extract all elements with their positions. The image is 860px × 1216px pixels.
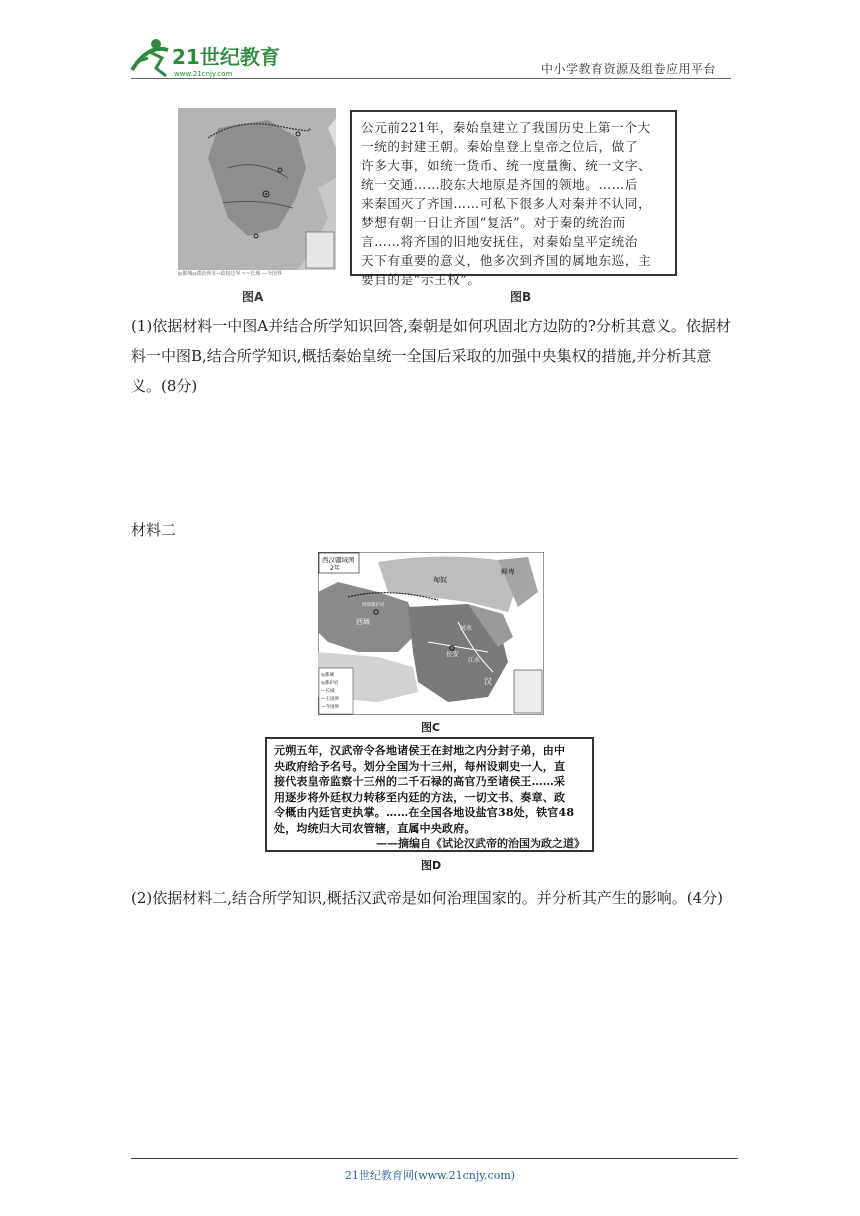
header-platform-text: 中小学教育资源及组卷应用平台 [541, 62, 717, 76]
figure-b-line: 天下有重要的意义，他多次到齐国的属地东巡，主 [361, 253, 652, 268]
figure-b-line: 言……将齐国的旧地安抚住，对秦始皇平定统治 [361, 234, 639, 249]
logo-url: www.21cnjy.com [174, 70, 233, 78]
figure-d-line: 央政府给予名号。划分全国为十三州，每州设刺史一人，直 [274, 759, 566, 773]
label-han: 汉 [484, 677, 492, 686]
map-c-legend-item: —长城 [321, 689, 335, 694]
figure-d-line: 接代表皇帝监察十三州的二千石禄的高官乃至诸侯王……采 [274, 775, 566, 789]
site-logo [128, 36, 288, 80]
label-duhu: 西域都护府 [362, 603, 385, 608]
figure-b-line: 要目的是“示王权”。 [361, 272, 481, 287]
figure-b-textbox [350, 110, 677, 287]
question-1: (1)依据材料一中图A并结合所学知识回答,秦朝是如何巩固北方边防的?分析其意义。依据材料一中图B,结合所学知识,概括秦始皇统一全国后采取的加强中央集权的措施,并分析其意义。(8分) [131, 317, 731, 395]
figure-b-line: 统一交通……胶东大地原是齐国的领地。……后 [361, 177, 639, 192]
figure-b-line: 一统的封建王朝。秦始皇登上皇帝之位后，做了 [361, 139, 639, 154]
footer-divider [131, 1158, 738, 1159]
figure-b-line: 公元前221年，秦始皇建立了我国历史上第一个大 [361, 120, 651, 135]
figure-b-text [361, 118, 667, 289]
qin-map-figure-a [178, 108, 336, 278]
figure-d-line: 处，均统归大司农管辖，直属中央政府。 [274, 821, 476, 835]
question-2: (2)依据材料二,结合所学知识,概括汉武帝是如何治理国家的。并分析其产生的影响。(4分) [131, 889, 724, 907]
map-c-title: 西汉疆域图 [322, 556, 355, 564]
figure-b-line: 来秦国灭了齐国……可私下很多人对秦并不认同， [361, 196, 652, 211]
label-xiyu: 西域 [356, 618, 370, 626]
label-changan: 长安 [446, 650, 459, 658]
figure-b-line: 许多大事，如统一货币、统一度量衡、统一文字、 [361, 158, 652, 173]
figure-d-line: 用逐步将外廷权力转移至内廷的方法，一切文书、奏章、政 [274, 790, 566, 804]
figure-b-caption: 图B [510, 290, 532, 304]
label-jiangshui: 江水 [468, 657, 481, 664]
label-hanshui: 河水 [460, 625, 473, 632]
figure-b-line: 梦想有朝一日让齐国“复活”。对于秦的统治而 [361, 215, 626, 230]
map-c-legend-item: —今国界 [321, 705, 339, 710]
header-divider [131, 78, 731, 79]
map-c-legend-item: —王国界 [321, 697, 339, 702]
footer-link[interactable]: 21世纪教育网(www.21cnjy.com) [344, 1169, 516, 1182]
figure-d-line: 元朔五年，汉武帝令各地诸侯王在封地之内分封子弟，由中 [274, 744, 566, 757]
figure-d-source: ——摘编自《试论汉武帝的治国为政之道》 [376, 836, 585, 850]
material-2-label: 材料二 [131, 521, 177, 539]
logo-text: 21世纪教育 [172, 45, 280, 69]
figure-d-caption: 图D [421, 859, 442, 872]
figure-d-line: 令概由内廷官吏执掌。……在全国各地设盐官38处，铁官48 [274, 806, 575, 820]
map-a-legend: ◎都城◎郡治所在--政权边界 ~~长城 —今国界 [178, 271, 282, 277]
western-han-map-figure-c [318, 552, 544, 715]
figure-c-caption: 图C [421, 721, 441, 734]
figure-d-textbox [265, 737, 594, 852]
label-xiongnu: 匈奴 [433, 576, 447, 584]
figure-a-caption: 图A [242, 290, 264, 304]
label-xianbei: 鲜卑 [501, 568, 515, 576]
map-c-legend-item: ◎都护府 [321, 681, 339, 686]
map-c-legend-item: ◎都城 [321, 673, 334, 678]
map-c-year: 2年 [330, 565, 340, 572]
figure-d-text [274, 743, 585, 837]
